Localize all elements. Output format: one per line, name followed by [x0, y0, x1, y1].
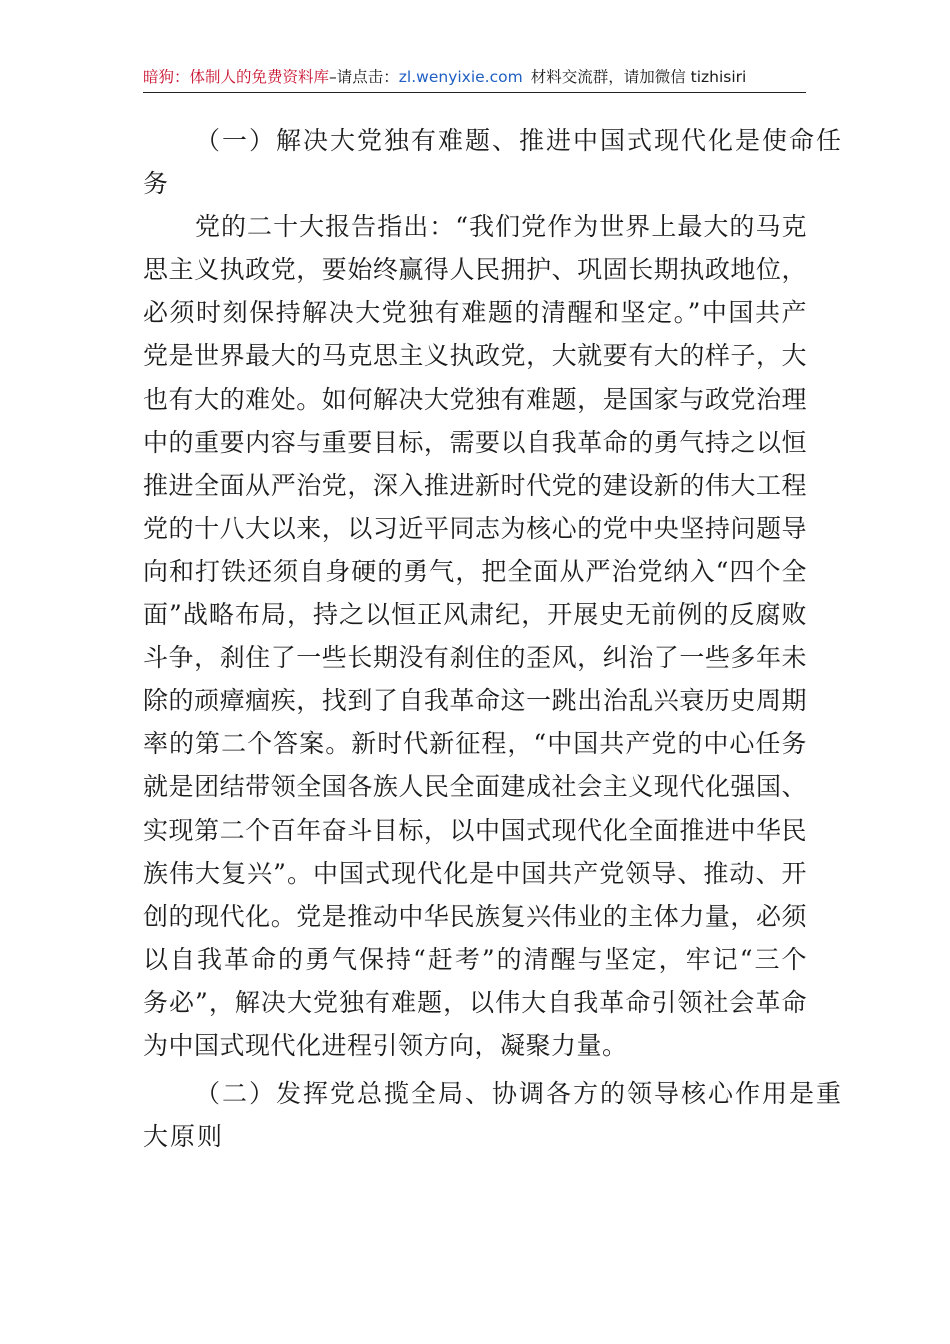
paragraph-line: 实现第二个百年奋斗目标，以中国式现代化全面推进中华民: [143, 815, 807, 845]
paragraph-line: 推进全面从严治党，深入推进新时代党的建设新的伟大工程: [143, 470, 807, 500]
paragraph-line: 也有大的难处。如何解决大党独有难题，是国家与政党治理: [143, 384, 807, 414]
paragraph-line: 党的二十大报告指出：“我们党作为世界上最大的马克: [195, 212, 807, 242]
paragraph-line: 族伟大复兴”。中国式现代化是中国共产党领导、推动、开: [143, 858, 807, 888]
paragraph-line: 党的十八大以来，以习近平同志为核心的党中央坚持问题导: [143, 513, 807, 543]
paragraph-line: 为中国式现代化进程引领方向，凝聚力量。: [143, 1030, 628, 1060]
paragraph-line: 除的顽瘴痼疾，找到了自我革命这一跳出治乱兴衰历史周期: [143, 686, 807, 716]
site-brand: 暗狗：体制人的免费资料库: [143, 68, 330, 86]
click-prompt: –请点击：: [329, 68, 399, 86]
document-body: [143, 119, 844, 1158]
paragraph-line: 以自我革命的勇气保持“赶考”的清醒与坚定，牢记“三个: [143, 944, 807, 974]
paragraph-line: 就是团结带领全国各族人民全面建成社会主义现代化强国、: [143, 772, 807, 802]
section-2-heading-line: （二）发挥党总揽全局、协调各方的领导核心作用是重: [195, 1079, 844, 1109]
paragraph-line: 斗争，刹住了一些长期没有刹住的歪风，纠治了一些多年未: [143, 643, 807, 673]
section-1-heading-line: （一）解决大党独有难题、推进中国式现代化是使命任: [195, 126, 844, 155]
section-1: [143, 119, 844, 1067]
section-2-heading-line: 大原则: [143, 1122, 225, 1152]
paragraph-line: 思主义执政党，要始终赢得人民拥护、巩固长期执政地位，: [143, 255, 807, 285]
paragraph-line: 面”战略布局，持之以恒正风肃纪，开展史无前例的反腐败: [143, 600, 807, 630]
section-1-heading-line: 务: [143, 169, 171, 199]
wechat-contact: 材料交流群，请加微信 tizhisiri: [530, 68, 747, 86]
section-2: [143, 1072, 844, 1158]
page-header: [143, 62, 806, 93]
paragraph-line: 向和打铁还须自身硬的勇气，把全面从严治党纳入“四个全: [143, 556, 807, 586]
paragraph-line: 率的第二个答案。新时代新征程，“中国共产党的中心任务: [143, 729, 807, 759]
site-link[interactable]: zl.wenyixie.com: [398, 68, 523, 86]
paragraph-line: 中的重要内容与重要目标，需要以自我革命的勇气持之以恒: [143, 427, 807, 457]
paragraph-line: 党是世界最大的马克思主义执政党，大就要有大的样子，大: [143, 341, 807, 371]
paragraph-line: 创的现代化。党是推动中华民族复兴伟业的主体力量，必须: [143, 901, 807, 931]
paragraph-line: 必须时刻保持解决大党独有难题的清醒和坚定。”中国共产: [143, 298, 807, 328]
paragraph-line: 务必”，解决大党独有难题，以伟大自我革命引领社会革命: [143, 987, 807, 1017]
